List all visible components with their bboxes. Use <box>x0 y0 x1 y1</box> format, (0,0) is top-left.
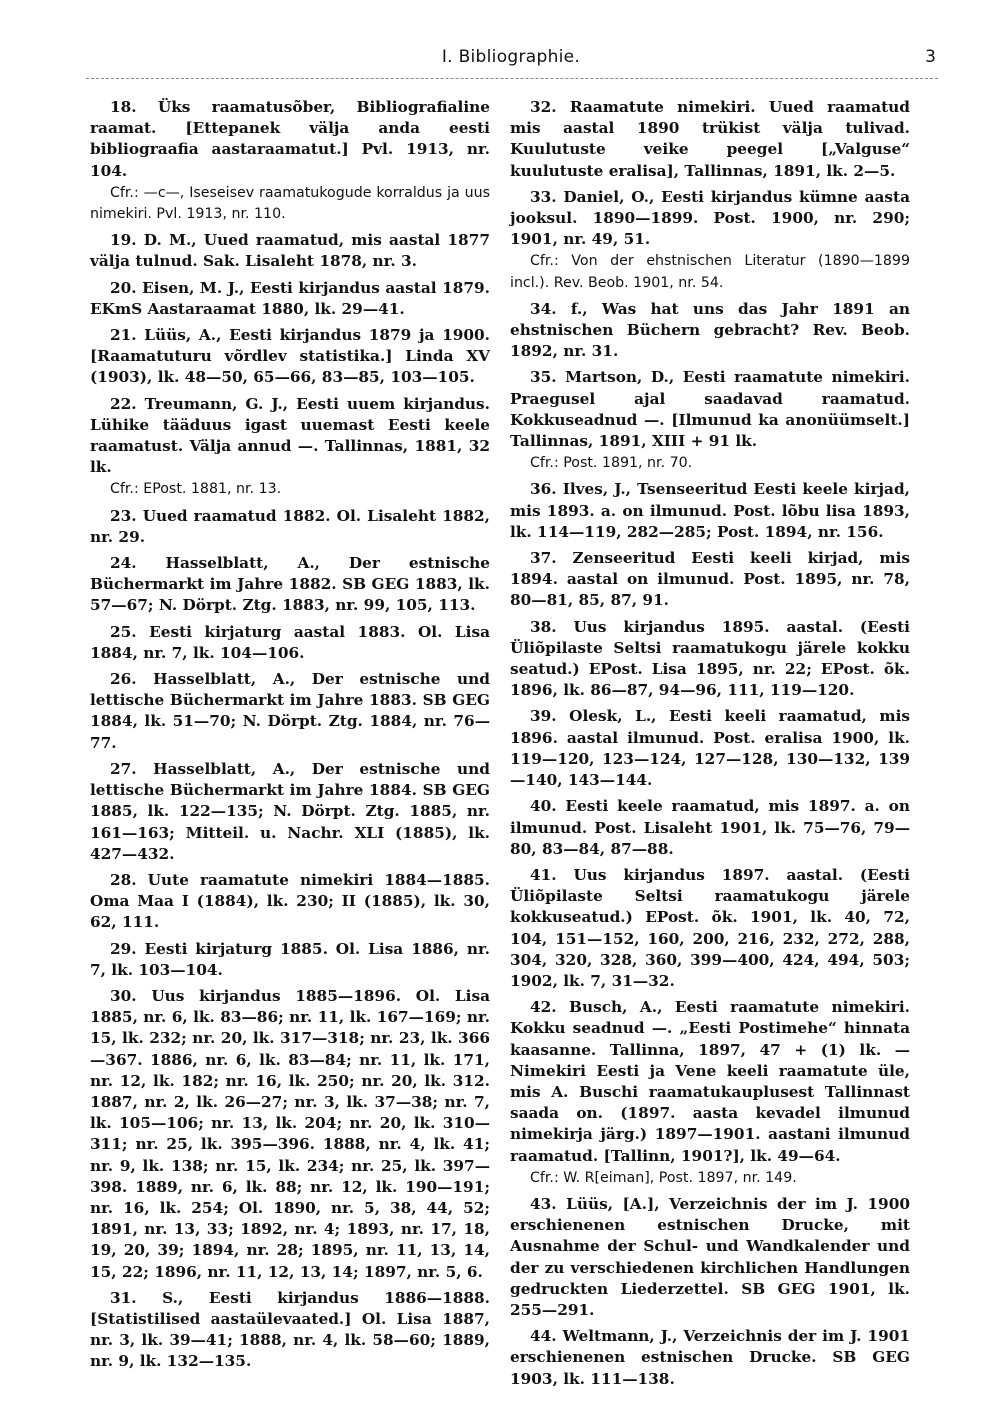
cross-reference: Cfr.: W. R[eiman], Post. 1897, nr. 149. <box>530 1169 797 1186</box>
bibliography-entry: 31. S., Eesti kirjandus 1886—1888. [Statistilised aastaülevaated.] Ol. Lisa 1887, nr. 3, lk. 39—41; 1888, nr. 4, lk. 58—60; 1889, nr. 9, lk. 132—135. <box>90 1288 490 1371</box>
bibliography-entry: 35. Martson, D., Eesti raamatute nimekiri. Praegusel ajal saadavad raamatud. Kokkuseadnud —. [Ilmunud ka anonüümselt.] Tallinnas, 1891, XIII + 91 lk. <box>510 368 910 451</box>
bibliography-entry: 18. Üks raamatusõber, Bibliografialine raamat. [Ettepanek välja anda eesti bibliograafia aastaraamatut.] Pvl. 1913, nr. 104. <box>90 98 490 180</box>
bibliography-entry: 28. Uute raamatute nimekiri 1884—1885. Oma Maa I (1884), lk. 230; II (1885), lk. 30, 62, 111. <box>90 870 490 932</box>
bibliography-entry: 34. f., Was hat uns das Jahr 1891 an ehstnischen Büchern gebracht? Rev. Beob. 1892, nr. 31. <box>510 299 910 361</box>
bibliography-entry: 27. Hasselblatt, A., Der estnische und lettische Büchermarkt im Jahre 1884. SB GEG 1885, lk. 122—135; N. Dörpt. Ztg. 1885, nr. 161—163; Mitteil. u. Nachr. XLI (1885), lk. 427—432. <box>90 759 490 863</box>
bibliography-entry: 29. Eesti kirjaturg 1885. Ol. Lisa 1886, nr. 7, lk. 103—104. <box>90 939 490 979</box>
bibliography-entry: 39. Olesk, L., Eesti keeli raamatud, mis 1896. aastal ilmunud. Post. eralisa 1900, lk. 119—120, 123—124, 127—128, 130—132, 139—140, 143—144. <box>510 707 910 790</box>
bibliography-entry: 19. D. M., Uued raamatud, mis aastal 1877 välja tulnud. Sak. Lisaleht 1878, nr. 3. <box>90 231 490 271</box>
running-header-title: I. Bibliographie. <box>441 47 581 67</box>
bibliography-entry: 44. Weltmann, J., Verzeichnis der im J. 1901 erschienenen estnischen Drucke. SB GEG 1903, lk. 111—138. <box>510 1327 910 1388</box>
cross-reference: Cfr.: Post. 1891, nr. 70. <box>530 455 693 472</box>
bibliography-entry: 37. Zenseeritud Eesti keeli kirjad, mis 1894. aastal on ilmunud. Post. 1895, nr. 78, 80—81, 85, 87, 91. <box>510 549 910 610</box>
bibliography-entry: 30. Uus kirjandus 1885—1896. Ol. Lisa 1885, nr. 6, lk. 83—86; nr. 11, lk. 167—169; nr. 15, lk. 232; nr. 20, lk. 317—318; nr. 23, lk. 366—367. 1886, nr. 6, lk. 83—84; nr. 11, lk. 171, nr. 12, lk. 182; nr. 16, lk. 250; nr. 20, lk. 312. 1887, nr. 2, lk. 26—27; nr. 3, lk. 37—38; nr. 7, lk. 105—106; nr. 13, lk. 204; nr. 20, lk. 310—311; nr. 25, lk. 395—396. 1888, nr. 4, lk. 41; nr. 9, lk. 138; nr. 15, lk. 234; nr. 25, lk. 397—398. 1889, nr. 6, lk. 88; nr. 12, lk. 190—191; nr. 16, lk. 254; Ol. 1890, nr. 5, 38, 44, 52; 1891, nr. 13, 33; 1892, nr. 4; 1893, nr. 17, 18, 19, 20, 39; 1894, nr. 28; 1895, nr. 11, 13, 14, 15, 22; 1896, nr. 11, 12, 13, 14; 1897, nr. 5, 6. <box>90 986 490 1281</box>
bibliography-entry: 25. Eesti kirjaturg aastal 1883. Ol. Lisa 1884, nr. 7, lk. 104—106. <box>90 622 490 662</box>
bibliography-entry: 22. Treumann, G. J., Eesti uuem kirjandus. Lühike tääduus igast uuemast Eesti keele raamatust. Välja annud —. Tallinnas, 1881, 32 lk. <box>90 394 490 477</box>
bibliography-entry: 32. Raamatute nimekiri. Uued raamatud mis aastal 1890 trükist välja tulivad. Kuulutuste veike peegel [„Valguse“ kuulutuste eralisa], Tallinnas, 1891, lk. 2—5. <box>510 98 910 180</box>
running-header <box>82 47 940 75</box>
bibliography-entry: 24. Hasselblatt, A., Der estnische Büchermarkt im Jahre 1882. SB GEG 1883, lk. 57—67; N. Dörpt. Ztg. 1883, nr. 99, 105, 113. <box>90 554 490 615</box>
bibliography-entry: 36. Ilves, J., Tsenseeritud Eesti keele kirjad, mis 1893. a. on ilmunud. Post. lõbu lisa 1893, lk. 114—119, 282—285; Post. 1894, nr. 156. <box>510 480 910 541</box>
bibliography-entry: 38. Uus kirjandus 1895. aastal. (Eesti Üliõpilaste Seltsi raamatukogu järele kokku seatud.) EPost. Lisa 1895, nr. 22; EPost. õk. 1896, lk. 86—87, 94—96, 111, 119—120. <box>510 617 910 700</box>
bibliography-entry: 33. Daniel, O., Eesti kirjandus kümne aasta jooksul. 1890—1899. Post. 1900, nr. 290; 1901, nr. 49, 51. <box>510 187 910 249</box>
left-column <box>90 97 490 1378</box>
bibliography-entry: 26. Hasselblatt, A., Der estnische und lettische Büchermarkt im Jahre 1883. SB GEG 1884, lk. 51—70; N. Dörpt. Ztg. 1884, nr. 76—77. <box>90 670 490 752</box>
bibliography-entry: 42. Busch, A., Eesti raamatute nimekiri. Kokku seadnud —. „Eesti Postimehe“ hinnata kaasanne. Tallinna, 1897, 47 + (1) lk. — Nimekiri Eesti ja Vene keeli raamatute üle, mis A. Buschi raamatukauplusest Tallinnast saada on. (1897. aasta kevadel ilmunud nimekirja järg.) 1897—1901. aastani ilmunud raamatud. [Tallinn, 1901?], lk. 49—64. <box>510 998 910 1165</box>
bibliography-entry: 20. Eisen, M. J., Eesti kirjandus aastal 1879. EKmS Aastaraamat 1880, lk. 29—41. <box>90 278 490 318</box>
right-column <box>510 97 910 1395</box>
bibliography-entry: 40. Eesti keele raamatud, mis 1897. a. on ilmunud. Post. Lisaleht 1901, lk. 75—76, 79—80, 83—84, 87—88. <box>510 797 910 858</box>
bibliography-entry: 23. Uued raamatud 1882. Ol. Lisaleht 1882, nr. 29. <box>90 506 490 546</box>
cross-reference: Cfr.: EPost. 1881, nr. 13. <box>110 481 282 498</box>
header-rule <box>86 78 938 79</box>
cross-reference: Cfr.: Von der ehstnischen Literatur (1890—1899 incl.). Rev. Beob. 1901, nr. 54. <box>510 253 910 291</box>
page-number: 3 <box>925 47 936 67</box>
bibliography-entry: 41. Uus kirjandus 1897. aastal. (Eesti Üliõpilaste Seltsi raamatukogu järele kokkuseatud.) EPost. õk. 1901, lk. 40, 72, 104, 151—152, 160, 200, 216, 232, 272, 288, 304, 320, 328, 360, 399—400, 424, 494, 503; 1902, lk. 7, 31—32. <box>510 865 910 990</box>
bibliography-entry: 21. Lüüs, A., Eesti kirjandus 1879 ja 1900. [Raamatuturu võrdlev statistika.] Linda XV (1903), lk. 48—50, 65—66, 83—85, 103—105. <box>90 326 490 387</box>
cross-reference: Cfr.: —c—, Iseseisev raamatukogude korraldus ja uus nimekiri. Pvl. 1913, nr. 110. <box>90 184 490 223</box>
bibliography-entry: 43. Lüüs, [A.], Verzeichnis der im J. 1900 erschienenen estnischen Drucke, mit Ausnahme der Schul- und Wandkalender und der zu verschiedenen kirchlichen Handlungen gedruckten Liederzettel. SB GEG 1901, lk. 255—291. <box>510 1194 910 1319</box>
